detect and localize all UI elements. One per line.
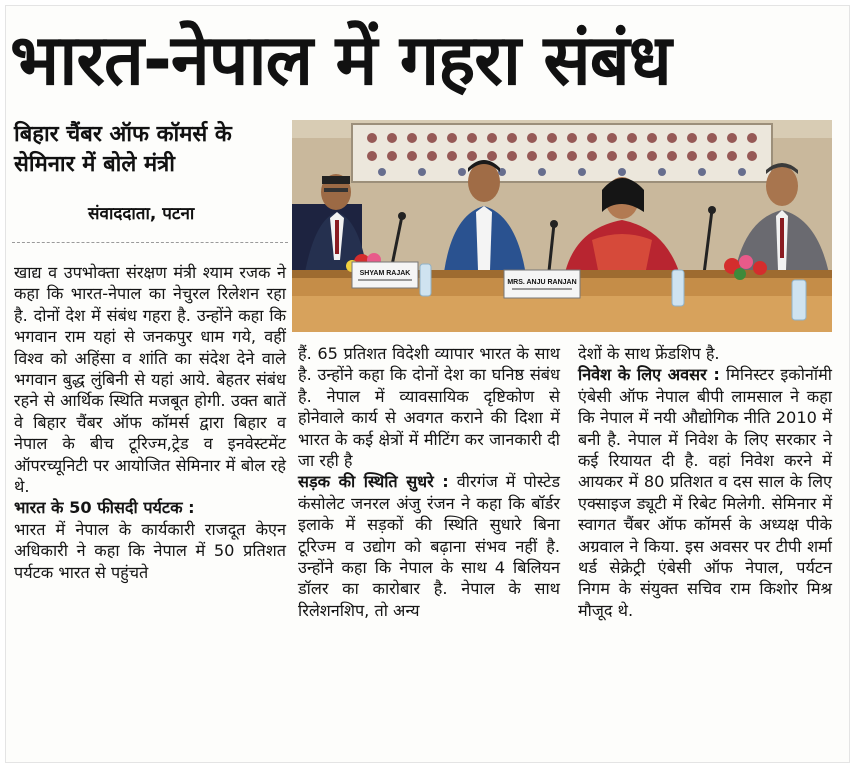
subhead-investment: निवेश के लिए अवसर : [578,365,720,385]
kicker-subheadline: बिहार चैंबर ऑफ कॉमर्स के सेमिनार में बोले मंत्री [14,122,232,177]
dashed-divider [12,242,288,243]
nameplate-left-text: SHYAM RAJAK [359,270,411,277]
article-column-1 [14,262,286,583]
article-column-3 [578,343,832,621]
seminar-photo [292,120,832,332]
col2-paragraph-2: वीरगंज में पोस्टेड कंसोलेट जनरल अंजु रंजन ने कहा कि बॉर्डर इलाके में सड़कों की स्थिति सुधारे बिना टूरिज्म व उद्योग को बढ़ाना संभव नहीं है. उन्होंने कहा कि नेपाल के साथ 4 बिलियन डॉलर का कारोबार है. नेपाल के साथ रिलेशनशिप, तो अन्य [298,472,560,620]
nameplate-shyam-rajak [352,262,418,288]
subhead-roads: सड़क की स्थिति सुधरे : [298,472,449,492]
col3-paragraph-2: मिनिस्टर इकोनॉमी एंबेसी ऑफ नेपाल बीपी लामसाल ने कहा कि नेपाल में नयी औद्योगिक नीति 2010 में बनी है. नेपाल में निवेश के लिए सरकार ने कई रियायत दी है. वहां निवेश करने में आयकर में 80 प्रतिशत व दस साल के लिए एक्साइज ड्यूटी में रिबेट मिलेगी. सेमिनार में स्वागत चैंबर ऑफ कॉमर्स के अध्यक्ष पीके अग्रवाल ने किया. इस अवसर पर टीपी शर्मा थर्ड सेक्रेट्री एंबेसी ऑफ नेपाल, पर्यटन निगम के संयुक्त सचिव राम किशोर मिश्र मौजूद थे. [578,365,832,620]
col1-paragraph-2: भारत में नेपाल के कार्यकारी राजदूत केएन अधिकारी ने कहा कि नेपाल में 50 प्रतिशत पर्यटक भारत से पहुंचते [14,519,286,582]
article-column-2 [298,343,560,621]
headline: भारत-नेपाल में गहरा संबंध [10,19,671,101]
col3-paragraph-1: देशों के साथ फ्रेंडशिप है. [578,344,720,363]
nameplate-right-text: MRS. ANJU RANJAN [507,279,577,286]
seminar-photo-illustration [292,120,832,332]
byline: संवाददाता, पटना [88,204,195,224]
col2-paragraph-1: हैं. 65 प्रतिशत विदेशी व्यापार भारत के साथ है. उन्होंने कहा कि दोनों देश का घनिष्ठ संबंध है. नेपाल में व्यावसायिक दृष्टिकोण से होनेवाले कार्य से अवगत कराने की दिशा में भारत के कई क्षेत्रों में मीटिंग कर जानकारी दी जा रही है [298,344,560,471]
nameplate-anju-ranjan [504,270,580,298]
subhead-tourists: भारत के 50 फीसदी पर्यटक : [14,498,195,518]
col1-paragraph-1: खाद्य व उपभोक्ता संरक्षण मंत्री श्याम रजक ने कहा कि भारत-नेपाल का नेचुरल रिलेशन रहा है. दोनों देश में संबंध गहरा है. उन्होंने कहा कि भगवान राम यहां से जनकपुर धाम गये, वहीं विश्व को अहिंसा व शांति का संदेश देने वाले भगवान बुद्ध लुंबिनी से यहां आये. बेहतर संबंध रहने से आर्थिक स्थिति मजबूत होगी. उक्त बातें वे बिहार चैंबर ऑफ कॉमर्स द्वारा बिहार व नेपाल के बीच टूरिज्म,ट्रेड व इनवेस्टमेंट ऑपरच्यूनिटी पर आयोजित सेमिनार में बोल रहे थे. [14,263,286,497]
